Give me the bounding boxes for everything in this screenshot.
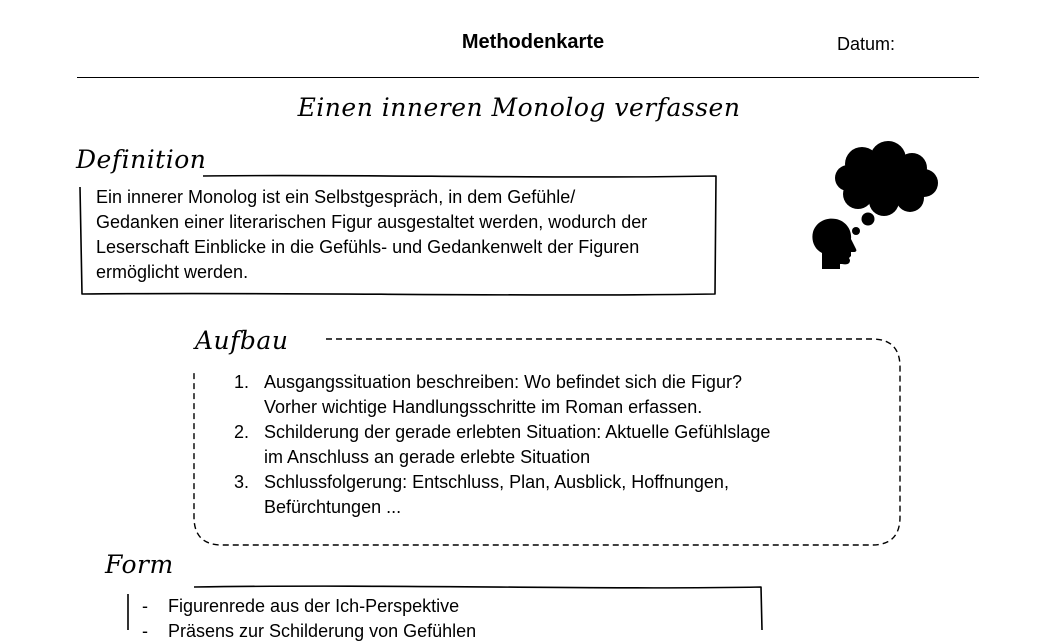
definition-heading: Definition — [76, 145, 207, 174]
aufbau-step: 3. Schlussfolgerung: Entschluss, Plan, Ausblick, Hoffnungen, Befürchtungen ... — [254, 470, 914, 520]
form-heading: Form — [105, 550, 174, 579]
document-title: Einen inneren Monolog verfassen — [297, 93, 741, 122]
aufbau-step: 1. Ausgangssituation beschreiben: Wo befindet sich die Figur? Vorher wichtige Handlungsschritte im Roman erfassen. — [254, 370, 914, 420]
definition-line: Gedanken einer literarischen Figur ausgestaltet werden, wodurch der — [96, 212, 648, 232]
form-item: - Präsens zur Schilderung von Gefühlen — [142, 619, 742, 644]
aufbau-step: 2. Schilderung der gerade erlebten Situation: Aktuelle Gefühlslage im Anschluss an gerade erlebte Situation — [254, 420, 914, 470]
definition-line: Leserschaft Einblicke in die Gefühls- und Gedankenwelt der Figuren — [96, 237, 640, 257]
definition-line: ermöglicht werden. — [96, 262, 249, 282]
form-item: - Figurenrede aus der Ich-Perspektive — [142, 594, 742, 619]
page-header-title: Methodenkarte — [461, 31, 605, 53]
form-list — [142, 594, 742, 644]
aufbau-heading: Aufbau — [195, 326, 289, 355]
definition-line: Ein innerer Monolog ist ein Selbstgespräch, in dem Gefühle/ — [96, 187, 576, 207]
date-label: Datum: — [837, 34, 896, 54]
